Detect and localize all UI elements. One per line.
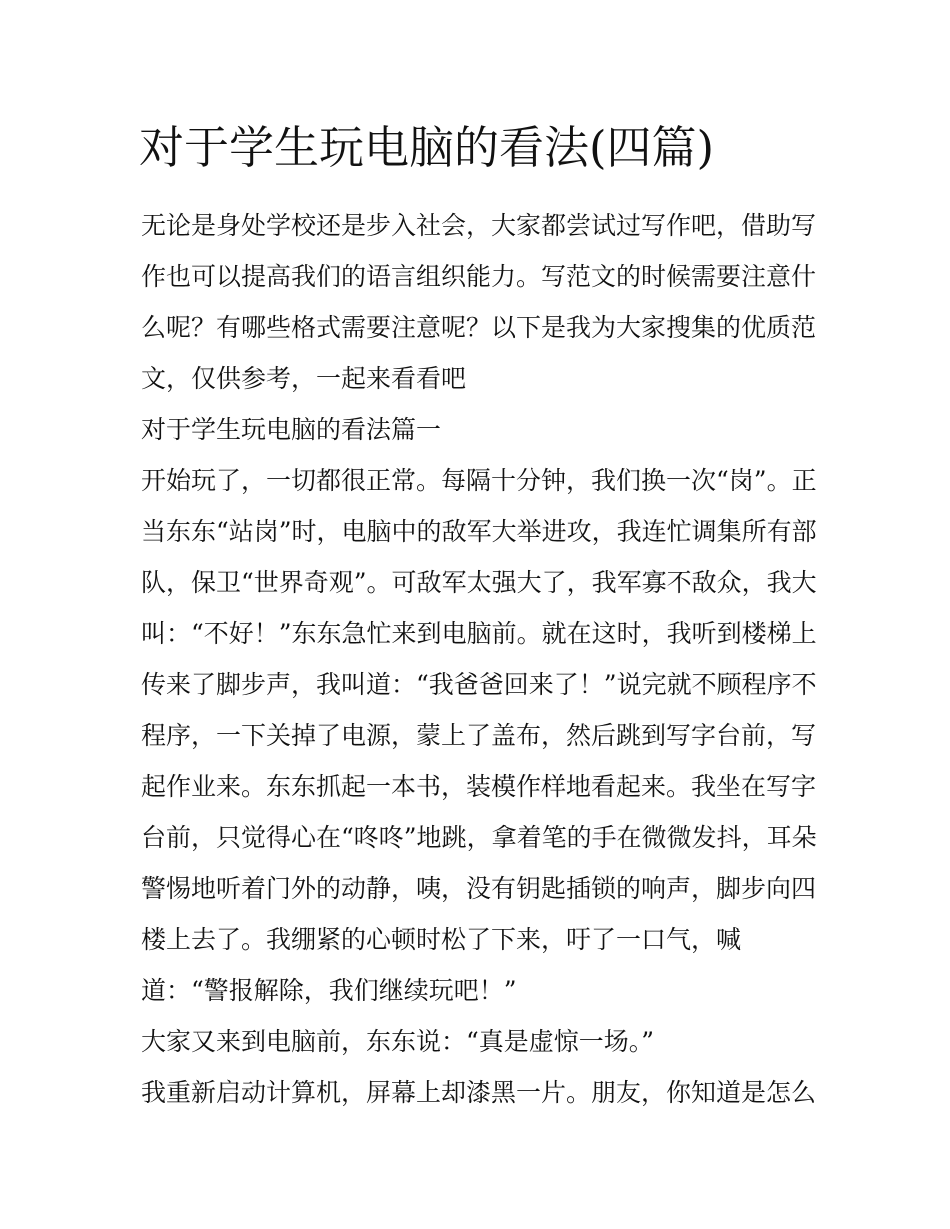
body-line: 台前，只觉得心在“咚咚”地跳，拿着笔的手在微微发抖，耳朵 <box>141 823 817 852</box>
body-line: 楼上去了。我绷紧的心顿时松了下来，吁了一口气，喊 <box>141 925 742 954</box>
body-line: 开始玩了，一切都很正常。每隔十分钟，我们换一次“岗”。正 <box>141 466 817 495</box>
body-line: 我重新启动计算机，屏幕上却漆黑一片。朋友，你知道是怎么 <box>141 1078 817 1107</box>
body-line: 程序，一下关掉了电源，蒙上了盖布，然后跳到写字台前，写 <box>141 721 817 750</box>
body-line: 队，保卫“世界奇观”。可敌军太强大了，我军寡不敌众，我大 <box>141 568 817 597</box>
body-line: 叫：“不好！”东东急忙来到电脑前。就在这时，我听到楼梯上 <box>141 619 817 648</box>
body-line: 传来了脚步声，我叫道：“我爸爸回来了！”说完就不顾程序不 <box>141 670 817 699</box>
document-body <box>141 200 821 1118</box>
body-line: 道：“警报解除，我们继续玩吧！” <box>141 976 517 1005</box>
section-heading: 对于学生玩电脑的看法篇一 <box>141 415 442 444</box>
body-line: 大家又来到电脑前，东东说：“真是虚惊一场。” <box>141 1027 655 1056</box>
body-line: 么呢？有哪些格式需要注意呢？以下是我为大家搜集的优质范 <box>141 313 817 342</box>
body-line: 警惕地听着门外的动静，咦，没有钥匙插锁的响声，脚步向四 <box>141 874 817 903</box>
body-line: 无论是身处学校还是步入社会，大家都尝试过写作吧，借助写 <box>141 211 817 240</box>
body-line: 文，仅供参考，一起来看看吧 <box>141 364 467 393</box>
body-line: 作也可以提高我们的语言组织能力。写范文的时候需要注意什 <box>141 262 817 291</box>
body-line: 起作业来。东东抓起一本书，装模作样地看起来。我坐在写字 <box>141 772 817 801</box>
body-line: 当东东“站岗”时，电脑中的敌军大举进攻，我连忙调集所有部 <box>141 517 817 546</box>
document-title: 对于学生玩电脑的看法(四篇) <box>139 121 715 174</box>
